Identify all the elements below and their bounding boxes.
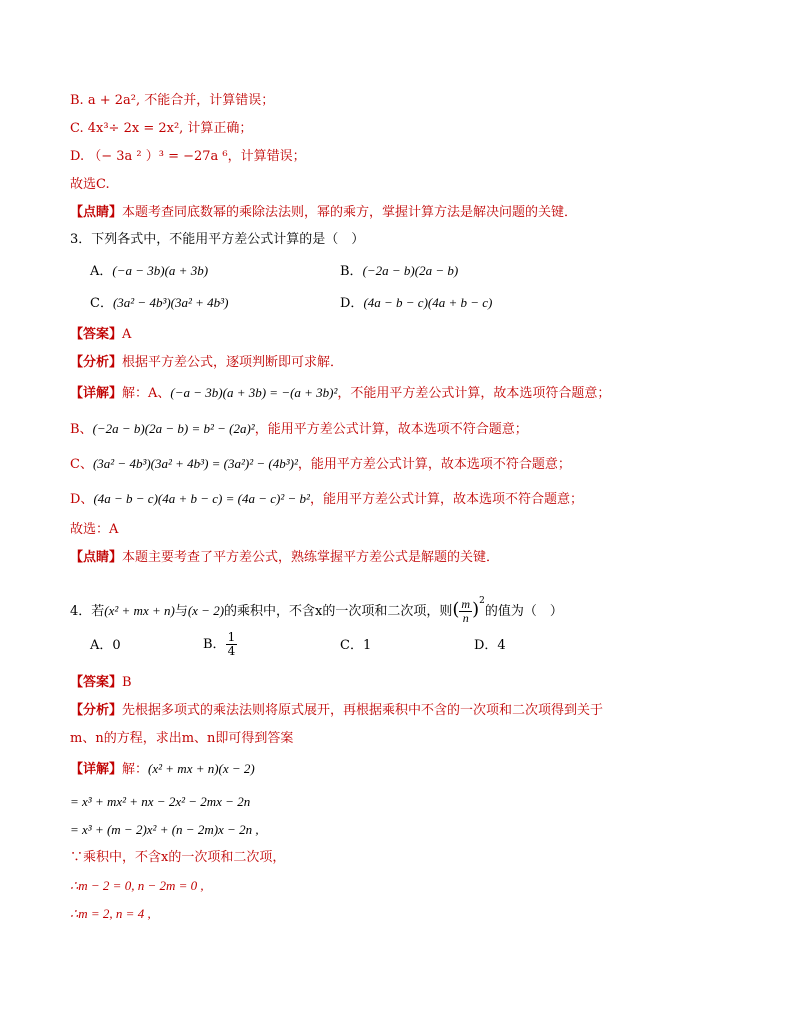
q4-option-d: D．4 — [474, 638, 506, 653]
paren-close: ) — [472, 599, 480, 620]
stem-mid: 与 — [174, 604, 188, 619]
prev-line-b: B. a + 2a², 不能合并，计算错误； — [70, 93, 275, 108]
q3-analysis — [70, 354, 343, 372]
analysis-text: 根据平方差公式，逐项判断即可求解． — [122, 355, 344, 370]
q3-choose: 故选：A — [70, 522, 119, 537]
prev-line-c: C. 4x³÷ 2x = 2x², 计算正确； — [70, 121, 253, 136]
q4-analysis-line-1 — [70, 702, 603, 720]
q4-step-3: ∵乘积中，不含x的一次项和二次项， — [70, 850, 286, 865]
detail-prefix: 解： — [122, 762, 149, 777]
analysis-text: 先根据多项式的乘法法则将原式展开，再根据乘积中不含的一次项和二次项得到关于 — [122, 703, 604, 718]
option-math: (3a² − 4b³)(3a² + 4b³) — [112, 295, 229, 310]
detail-math: (3a² − 4b³)(3a² + 4b³) = (3a²)² − (4b³)² — [92, 456, 298, 471]
answer-value: B — [122, 675, 132, 690]
detail-text: ，能用平方差公式计算，故本选项不符合题意； — [297, 457, 571, 472]
q3-option-a — [90, 262, 208, 281]
detail-math: (−2a − b)(2a − b) = b² − (2a)² — [92, 421, 255, 436]
detail-prefix: 解：A、 — [122, 386, 171, 401]
fraction-denominator: n — [462, 611, 469, 625]
fraction-numerator: m — [461, 597, 471, 611]
analysis-tag: 【分析】 — [70, 355, 123, 370]
q4-step-1: = x³ + mx² + nx − 2x² − 2mx − 2n — [70, 794, 251, 809]
q3-detail-b — [70, 420, 528, 439]
q3-detail-d — [70, 490, 583, 509]
answer-tag: 【答案】 — [70, 327, 123, 342]
detail-math: (4a − b − c)(4a + b − c) = (4a − c)² − b² — [93, 491, 310, 506]
detail-text: ，能用平方差公式计算，故本选项不符合题意； — [309, 492, 583, 507]
q3-stem: 3．下列各式中，不能用平方差公式计算的是（ ） — [70, 232, 365, 247]
detail-tag: 【详解】 — [70, 386, 123, 401]
fraction-denominator: 4 — [227, 644, 236, 658]
q3-detail-c — [70, 455, 571, 474]
prev-answer: 故选C. — [70, 177, 110, 192]
paren-open: ( — [452, 599, 460, 620]
q4-option-b — [203, 630, 237, 660]
stem-math-1: (x² + mx + n) — [104, 603, 175, 618]
detail-prefix: B、 — [70, 422, 93, 437]
fraction-exponent: 2 — [479, 596, 485, 606]
comment-text: 本题考查同底数幂的乘除法法则，幂的乘方，掌握计算方法是解决问题的关键． — [122, 205, 578, 220]
q3-detail-a — [70, 384, 610, 403]
q4-step-5: ∴m = 2, n = 4 , — [70, 906, 151, 921]
option-b-fraction — [226, 631, 238, 658]
q3-comment — [70, 549, 499, 567]
analysis-tag: 【分析】 — [70, 703, 123, 718]
stem-prefix: 4．若 — [70, 604, 105, 619]
q4-stem — [70, 586, 563, 627]
comment-text: 本题主要考查了平方差公式，熟练掌握平方差公式是解题的关键． — [122, 550, 500, 565]
detail-prefix: D、 — [70, 492, 94, 507]
answer-value: A — [122, 327, 132, 342]
q3-option-c — [90, 294, 228, 313]
option-label: B． — [340, 264, 363, 279]
detail-math: (x² + mx + n)(x − 2) — [148, 761, 255, 776]
prev-line-d: D. （− 3a ² ）³ = −27a ⁶，计算错误； — [70, 149, 306, 164]
option-label: B． — [203, 637, 226, 652]
q4-detail-start — [70, 760, 255, 779]
comment-tag: 【点睛】 — [70, 550, 123, 565]
detail-prefix: C、 — [70, 457, 93, 472]
q3-answer — [70, 326, 131, 344]
q4-answer — [70, 674, 132, 692]
q4-analysis-line-2: m、n的方程，求出m、n即可得到答案 — [70, 731, 294, 746]
detail-text: ，不能用平方差公式计算，故本选项符合题意； — [337, 386, 611, 401]
q4-option-a: A．0 — [90, 638, 121, 653]
q4-option-c: C．1 — [340, 638, 372, 653]
fraction-numerator: 1 — [227, 630, 236, 644]
stem-math-2: (x − 2) — [187, 603, 225, 618]
comment-tag: 【点睛】 — [70, 205, 123, 220]
option-math: (−2a − b)(2a − b) — [362, 263, 459, 278]
option-label: C． — [90, 296, 113, 311]
prev-comment — [70, 204, 577, 222]
stem-end: 的值为（ ） — [484, 604, 563, 619]
detail-text: ，能用平方差公式计算，故本选项不符合题意； — [254, 422, 528, 437]
q4-step-2: = x³ + (m − 2)x² + (n − 2m)x − 2n , — [70, 822, 259, 837]
option-label: A． — [90, 264, 113, 279]
fraction-m-over-n — [459, 598, 472, 625]
option-math: (4a − b − c)(4a + b − c) — [363, 295, 493, 310]
stem-post: 的乘积中，不含x的一次项和二次项，则 — [224, 604, 453, 619]
option-math: (−a − 3b)(a + 3b) — [112, 263, 209, 278]
q3-option-d — [340, 294, 492, 313]
detail-tag: 【详解】 — [70, 762, 123, 777]
answer-tag: 【答案】 — [70, 675, 123, 690]
detail-math: (−a − 3b)(a + 3b) = −(a + 3b)² — [170, 385, 338, 400]
q3-option-b — [340, 262, 458, 281]
option-label: D． — [340, 296, 364, 311]
q4-step-4: ∴m − 2 = 0, n − 2m = 0 , — [70, 878, 204, 893]
